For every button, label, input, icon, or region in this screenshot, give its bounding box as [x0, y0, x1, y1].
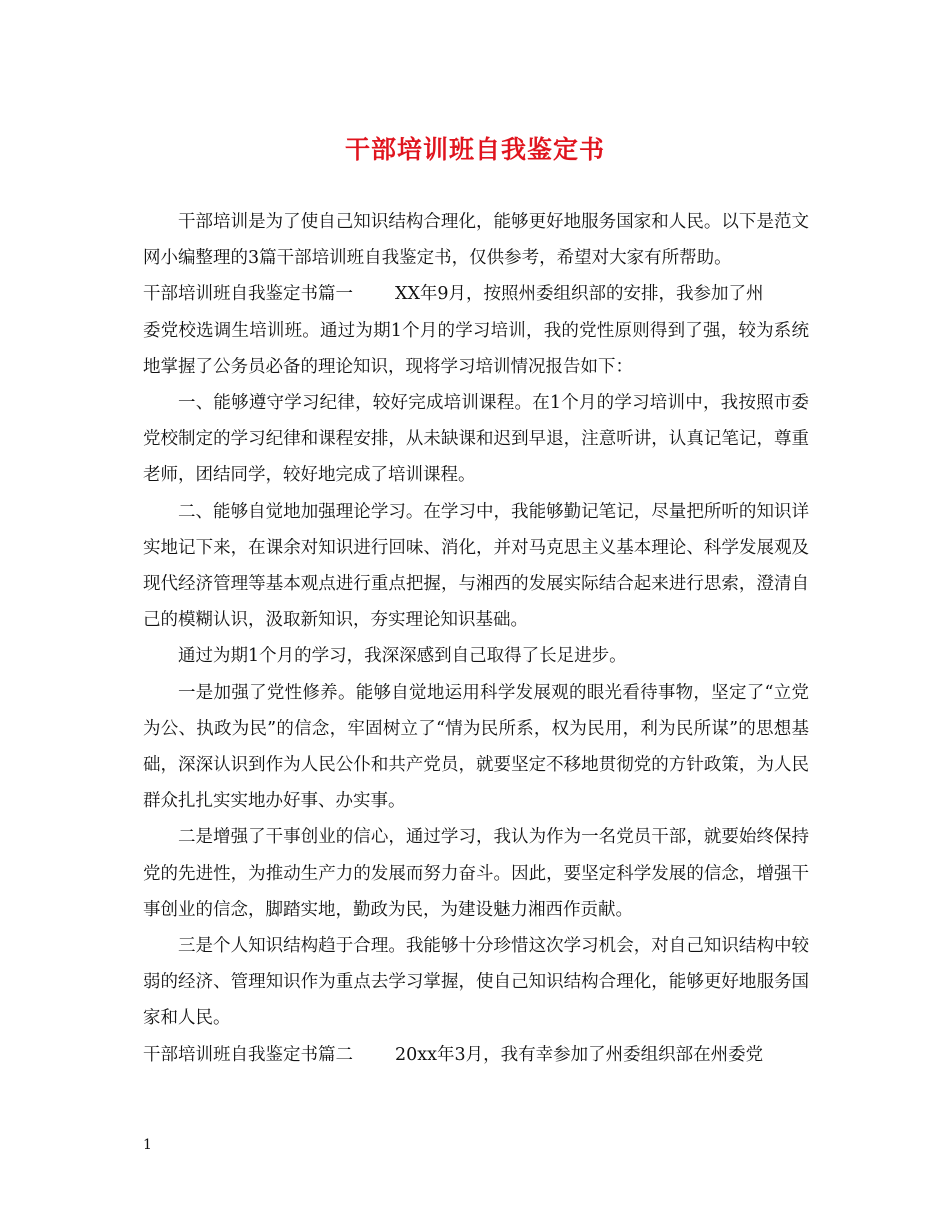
- section-two-heading: 干部培训班自我鉴定书篇二: [143, 1044, 353, 1065]
- paragraph-theory: 二、能够自觉地加强理论学习。在学习中，我能够勤记笔记，尽量把所听的知识详实地记下来，在课余对知识进行回味、消化，并对马克思主义基本理论、科学发展观及现代经济管理等基本观点进行重点把握，与湘西的发展实际结合起来进行思索，澄清自己的模糊认识，汲取新知识，夯实理论知识基础。: [143, 501, 809, 631]
- document-body: [143, 204, 809, 1073]
- section-one-heading-line: [143, 276, 809, 312]
- paragraph-discipline: 一、能够遵守学习纪律，较好完成培训课程。在1个月的学习培训中，我按照市委党校制定的学习纪律和课程安排，从未缺课和迟到早退，注意听讲，认真记笔记，尊重老师，团结同学，较好地完成了培训课程。: [143, 393, 809, 486]
- document-title: 干部培训班自我鉴定书: [344, 135, 605, 164]
- section-one-heading: 干部培训班自我鉴定书篇一: [143, 284, 353, 305]
- section-one-paragraph: 委党校选调生培训班。通过为期1个月的学习培训，我的党性原则得到了强，较为系统地掌握了公务员必备的理论知识，现将学习培训情况报告如下：: [143, 320, 809, 377]
- section-one-lead: XX年9月，按照州委组织部的安排，我参加了州: [395, 284, 764, 305]
- paragraph-knowledge: 三是个人知识结构趋于合理。我能够十分珍惜这次学习机会，对自己知识结构中较弱的经济、管理知识作为重点去学习掌握，使自己知识结构合理化，能够更好地服务国家和人民。: [143, 936, 809, 1029]
- paragraph-progress: 通过为期1个月的学习，我深深感到自己取得了长足进步。: [178, 646, 627, 667]
- section-two-heading-line: [143, 1037, 809, 1073]
- page-number: 1: [143, 1137, 152, 1153]
- paragraph-party-spirit: 一是加强了党性修养。能够自觉地运用科学发展观的眼光看待事物，坚定了“立党为公、执政为民”的信念，牢固树立了“情为民所系，权为民用，利为民所谋”的思想基础，深深认识到作为人民公仆和共产党员，就要坚定不移地贯彻党的方针政策，为人民群众扎扎实实地办好事、办实事。: [143, 682, 809, 812]
- section-two-lead: 20xx年3月，我有幸参加了州委组织部在州委党: [395, 1044, 764, 1065]
- intro-paragraph: 干部培训是为了使自己知识结构合理化，能够更好地服务国家和人民。以下是范文网小编整理的3篇干部培训班自我鉴定书，仅供参考，希望对大家有所帮助。: [143, 212, 809, 269]
- paragraph-confidence: 二是增强了干事创业的信心，通过学习，我认为作为一名党员干部，就要始终保持党的先进性，为推动生产力的发展而努力奋斗。因此，要坚定科学发展的信念，增强干事创业的信念，脚踏实地，勤政为民，为建设魅力湘西作贡献。: [143, 827, 809, 920]
